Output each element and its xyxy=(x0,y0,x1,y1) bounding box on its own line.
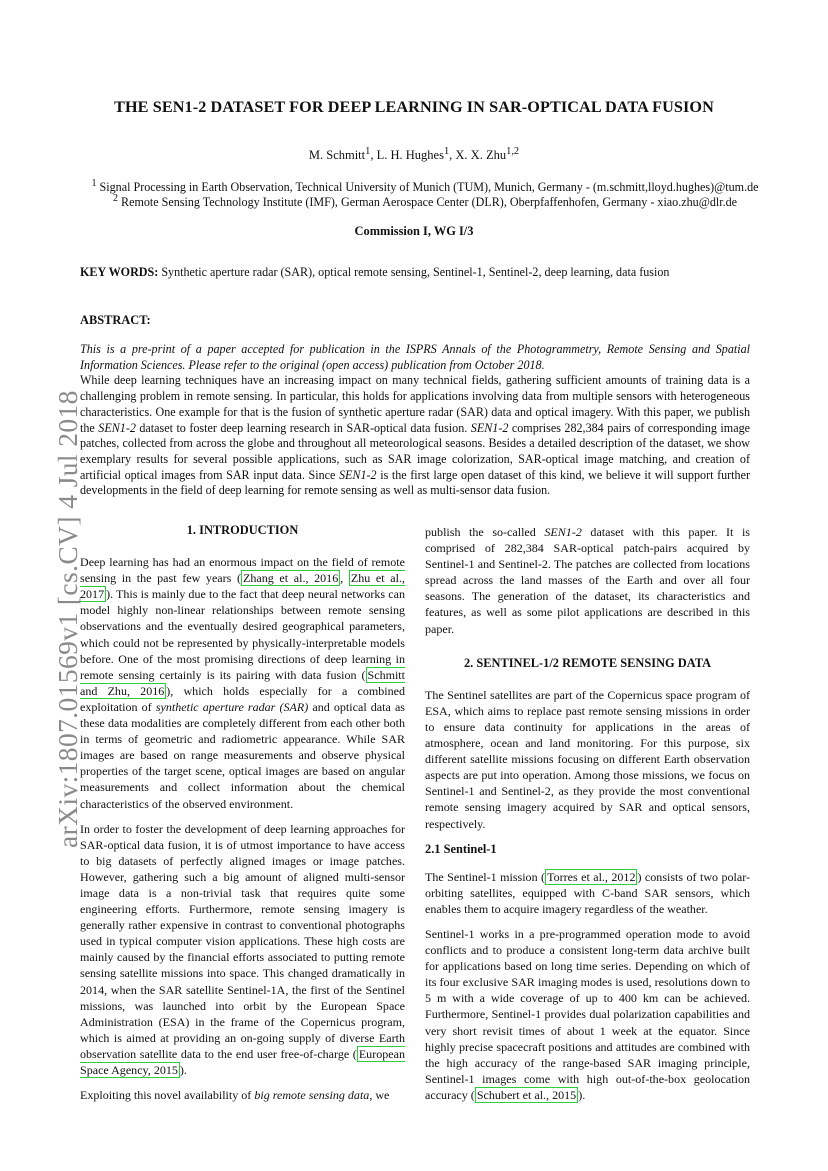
affiliation-text: Signal Processing in Earth Observation, Technical University of Munich (TUM), Munich, Germany - (m.schmitt,lloyd.hughes)@tum.de xyxy=(99,180,759,195)
left-column xyxy=(80,522,405,1112)
paragraph: The Sentinel-1 mission ( Torres et al., 2012 ) consists of two polar-orbiting satellites, equipped with C-band SAR sensors, which enables them to acquire imagery regardless of the weather. xyxy=(425,869,751,916)
author-name: X. X. Zhu xyxy=(455,148,507,163)
citation-link[interactable]: Zhu et al., 2017 xyxy=(80,571,405,602)
commission-label: Commission I, WG I/3 xyxy=(354,224,474,238)
keywords-text: Synthetic aperture radar (SAR), optical remote sensing, Sentinel-1, Sentinel-2, deep learning, data fusion xyxy=(161,265,670,279)
abstract-heading: ABSTRACT: xyxy=(80,313,151,327)
subsection-heading: 2.1 Sentinel-1 xyxy=(425,841,497,856)
paragraph: Sentinel-1 works in a pre-programmed operation mode to avoid conflicts and to produce a consistent long-term data archive built for applications based on long time series. Depending on which of its four exclusive SAR imaging modes is used, resolutions down to 5 m with a wide coverage of up to 400 km can be achieved. Furthermore, Sentinel-1 provides dual polarization capabilities and very short revisit times of about 1 week at the equator. Since highly precise spacecraft positions and attitudes are combined with the high accuracy of the range-based SAR imaging principle, Sentinel-1 images come with high out-of-the-box geolocation accuracy ( Schubert et al., 2015 ). xyxy=(425,926,750,1102)
author-name: M. Schmitt xyxy=(308,148,366,163)
affiliation-marker: 1,2 xyxy=(506,146,520,157)
citation-link[interactable]: Schmitt and Zhu, 2016 xyxy=(80,667,405,698)
abstract-body xyxy=(80,342,750,499)
author-list: M. Schmitt$^1$, L. H. Hughes$^1$, X. X. Zhu$^{1,2}$ xyxy=(308,146,520,163)
preprint-note: This is a pre-print of a paper accepted for publication in the ISPRS Annals of the Photogrammetry, Remote Sensing and Spatial Information Sciences. Please refer to the original (open access) publication from October 2018. xyxy=(80,342,750,372)
keywords-label: KEY WORDS: xyxy=(80,265,159,279)
keywords xyxy=(80,265,780,280)
citation-link[interactable]: European Space Agency, 2015 xyxy=(80,1046,405,1077)
affiliation-2 xyxy=(40,191,810,210)
arxiv-identifier: arXiv:1807.01569v1 [cs.CV] 4 Jul 2018 xyxy=(52,390,83,848)
citation-link[interactable]: Torres et al., 2012 xyxy=(547,869,636,884)
affiliation-text: Remote Sensing Technology Institute (IMF), German Aerospace Center (DLR), Oberpfaffenhofen, Germany - xiao.zhu@dlr.de xyxy=(121,195,738,210)
paragraph: In order to foster the development of deep learning approaches for SAR-optical data fusion, it is of utmost importance to have access to big datasets of perfectly aligned images or image patches. However, gathering such a big amount of aligned multi-sensor image data is a non-trivial task that requires quite some engineering efforts. Furthermore, remote sensing imagery is generally rather expensive in contrast to conventional photographs used in typical computer vision applications. These high costs are mainly caused by the financial efforts associated to putting remote sensing satellite missions into space. This changed dramatically in 2014, when the SAR satellite Sentinel-1A, the first of the Sentinel missions, was launched into orbit by the European Space Administration (ESA) in the frame of the Copernicus program, which is aimed at providing an on-going supply of diverse Earth observation satellite data to the end user free-of-charge ( European Space Agency, 2015 ). xyxy=(80,821,405,1077)
abstract-text: While deep learning techniques have an increasing impact on many technical fields, gathering sufficient amounts of training data is a challenging problem in remote sensing. In particular, this holds for applications involving data from multiple sensors with heterogeneous characteristics. One example for that is the fusion of synthetic aperture radar (SAR) data and optical imagery. With this paper, we publish the SEN1-2 dataset to foster deep learning research in SAR-optical data fusion. SEN1-2 comprises 282,384 pairs of corresponding image patches, collected from across the globe and throughout all meteorological seasons. Besides a detailed description of the dataset, we show exemplary results for several possible applications, such as SAR image colorization, SAR-optical image matching, and creation of artificial optical images from SAR input data. Since SEN1-2 is the first large open dataset of this kind, we believe it will support further developments in the field of deep learning for remote sensing as well as multi-sensor data fusion. xyxy=(80,373,750,498)
paragraph: Exploiting this novel availability of big remote sensing data, we xyxy=(80,1088,390,1103)
affiliation-marker: 1 xyxy=(443,146,450,157)
affiliation-marker: 1 xyxy=(365,146,371,157)
citation-link[interactable]: Schubert et al., 2015 xyxy=(476,1087,577,1102)
paragraph: Deep learning has had an enormous impact on the field of remote sensing in the past few years ( Zhang et al., 2016 , Zhu et al., 2017 ). This is mainly due to the fact that deep neural networks can model highly non-linear relationships between remote sensing observations and the eventually desired geographical parameters, which could not be represented by physically-interpretable models before. One of the most promising directions of deep learning in remote sensing certainly is its pairing with data fusion ( Schmitt and Zhu, 2016 ), which holds especially for a combined exploitation of synthetic aperture radar (SAR) and optical data as these data modalities are completely different from each other both in terms of geometric and radiometric appearance. While SAR images are based on range measurements and observe physical properties of the target scene, optical images are based on angular measurements and collect information about the chemical characteristics of the observed environment. xyxy=(80,555,406,811)
citation-link[interactable]: Zhang et al., 2016 xyxy=(243,571,339,586)
paragraph: The Sentinel satellites are part of the Copernicus space program of ESA, which aims to replace past remote sensing missions in order to ensure data continuity for applications in the areas of atmosphere, ocean and land monitoring. For this purpose, six different satellite missions focusing on different Earth observation aspects are put into operation. Among those missions, we focus on Sentinel-1 and Sentinel-2, as they provide the most conventional remote sensing imagery acquired by SAR and optical sensors, respectively. xyxy=(425,687,750,831)
paragraph: publish the so-called SEN1-2 dataset with this paper. It is comprised of 282,384 SAR-optical patch-pairs acquired by Sentinel-1 and Sentinel-2. The patches are collected from locations spread across the land masses of the Earth and over all four seasons. The generation of the dataset, its characteristics and features, as well as some pilot applications are described in this paper. xyxy=(425,525,750,636)
paper-title: THE SEN1-2 DATASET FOR DEEP LEARNING IN SAR-OPTICAL DATA FUSION xyxy=(114,98,714,116)
affiliation-marker: 1 xyxy=(91,178,97,189)
section-heading: 2. SENTINEL-1/2 REMOTE SENSING DATA xyxy=(463,655,712,670)
section-heading: 1. INTRODUCTION xyxy=(186,523,299,537)
right-column xyxy=(425,524,750,1112)
author-name: L. H. Hughes xyxy=(376,148,444,163)
affiliation-marker: 2 xyxy=(112,193,118,204)
